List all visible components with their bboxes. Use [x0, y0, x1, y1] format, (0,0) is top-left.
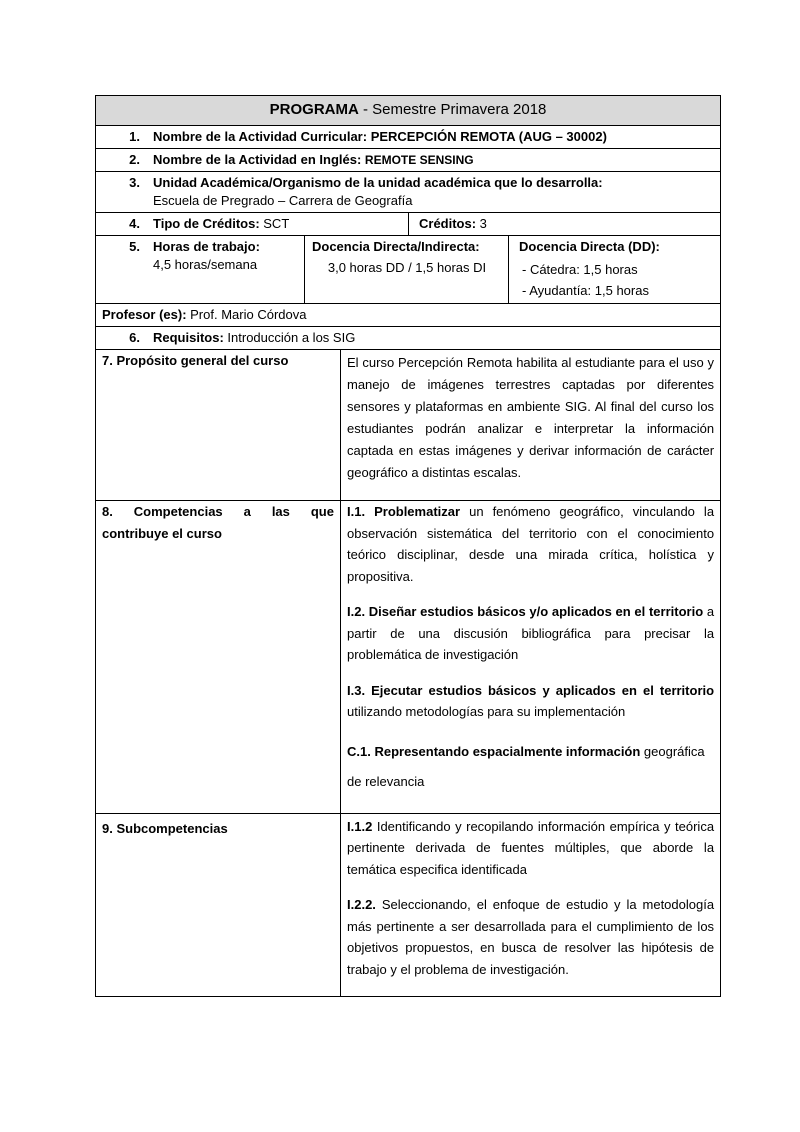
- list-item: - Cátedra: 1,5 horas: [522, 262, 638, 277]
- english-name-cell: [96, 149, 721, 172]
- row-activity-name: [96, 126, 721, 149]
- work-hours-cell: [96, 236, 305, 304]
- row-professor: [96, 304, 721, 327]
- competency-code: I.3. Ejecutar estudios básicos y aplicados en el territorio: [347, 682, 715, 698]
- label-word: Competencias: [133, 504, 223, 519]
- direct-teaching-cell: [509, 236, 721, 304]
- row-number: 1.: [129, 129, 140, 144]
- field-label: Profesor (es):: [102, 307, 191, 322]
- academic-unit-cell: [96, 172, 721, 213]
- row-number: 4.: [129, 216, 140, 231]
- work-hours-value: 4,5 horas/semana: [153, 257, 258, 272]
- teaching-cell: [305, 236, 509, 304]
- subcompetency-item: [347, 816, 714, 881]
- teaching-value: 3,0 horas DD / 1,5 horas DI: [327, 260, 487, 275]
- row-requirements: [96, 327, 721, 350]
- row-purpose: [96, 350, 721, 501]
- competency-item: [347, 501, 714, 587]
- field-label: Horas de trabajo:: [153, 239, 260, 254]
- english-name-value: REMOTE SENSING: [364, 153, 474, 167]
- competency-text: utilizando metodologías para su implementación: [347, 704, 626, 719]
- section-label: 7. Propósito general del curso: [102, 353, 289, 368]
- competency-item: [347, 680, 714, 723]
- subcompetency-item: [347, 894, 714, 980]
- teaching-label: Docencia Directa/Indirecta:: [312, 239, 480, 254]
- requirements-cell: [96, 327, 721, 350]
- title-row: [96, 96, 721, 126]
- program-document: [95, 95, 720, 997]
- purpose-text-cell: [341, 350, 721, 501]
- row-hours: [96, 236, 721, 304]
- label-word: que: [310, 504, 334, 519]
- competency-code: I.1. Problematizar: [347, 504, 461, 519]
- credits-label: Créditos:: [419, 216, 480, 231]
- row-competencies: [96, 501, 721, 814]
- program-table: [95, 95, 721, 997]
- subcompetency-code: I.2.2.: [347, 897, 376, 912]
- activity-name-value: PERCEPCIÓN REMOTA (AUG – 30002): [370, 129, 607, 144]
- row-number: 3.: [129, 175, 140, 190]
- subcompetency-code: I.1.2: [347, 818, 373, 834]
- row-subcompetencies: [96, 813, 721, 997]
- competencies-text-cell: [341, 501, 721, 814]
- competency-item: [347, 601, 714, 666]
- section-label: [102, 501, 334, 523]
- field-label: Requisitos:: [153, 330, 228, 345]
- purpose-label-cell: [96, 350, 341, 501]
- direct-teaching-label: Docencia Directa (DD):: [519, 239, 660, 254]
- competency-text: geográfica de relevancia: [347, 743, 705, 789]
- title-bold: PROGRAMA: [269, 101, 359, 118]
- row-number: 2.: [129, 152, 140, 167]
- competencies-label-cell: [96, 501, 341, 814]
- label-word: a: [243, 504, 251, 519]
- subcompetency-text: Seleccionando, el enfoque de estudio y la metodología más pertinente a ser desarrollada para el cumplimiento de los objetivos propuestos, en busca de resolver las hipótesis de trabajo y el problema de investigación.: [347, 897, 715, 977]
- competency-code: I.2. Diseñar estudios básicos y/o aplicados en el territorio: [347, 604, 704, 619]
- purpose-text: El curso Percepción Remota habilita al estudiante para el uso y manejo de imágenes terrestres captadas por diferentes sensores y plataformas en ambiente SIG. Al final del curso los estudiantes podrán analizar e interpretar la información captada en estas imágenes y derivar información de carácter geográfico a distintas escalas.: [347, 355, 715, 480]
- row-english-name: [96, 149, 721, 172]
- section-label: 9. Subcompetencias: [102, 820, 228, 836]
- credits-value: 3: [479, 216, 487, 231]
- competency-code: C.1. Representando espacialmente información: [347, 743, 641, 759]
- field-label: Unidad Académica/Organismo de la unidad académica que lo desarrolla:: [153, 175, 603, 190]
- competency-text: a partir de una discusión bibliográfica para precisar la problemática de investigación: [347, 604, 715, 662]
- field-label: Tipo de Créditos:: [153, 216, 264, 231]
- professor-value: Prof. Mario Córdova: [190, 307, 307, 322]
- academic-unit-value: Escuela de Pregrado – Carrera de Geografía: [153, 193, 413, 208]
- row-credits: [96, 213, 721, 236]
- activity-name-cell: [96, 126, 721, 149]
- label-word: 8.: [102, 504, 113, 519]
- professor-cell: [96, 304, 721, 327]
- subcompetencies-label-cell: [96, 813, 341, 997]
- subcompetency-text: Identificando y recopilando información empírica y teórica pertinente derivada de fuentes múltiples, que aborde la temática especifica identificada: [347, 818, 715, 877]
- credit-type-cell: [96, 213, 409, 236]
- field-label: Nombre de la Actividad Curricular:: [153, 129, 371, 144]
- competency-item: [347, 737, 714, 797]
- row-number: 6.: [129, 330, 140, 345]
- page-title: [96, 96, 721, 126]
- title-rest: - Semestre Primavera 2018: [358, 101, 547, 118]
- section-label-line2: contribuye el curso: [102, 526, 222, 541]
- row-academic-unit: [96, 172, 721, 213]
- label-word: las: [271, 504, 290, 519]
- credit-type-value: SCT: [263, 216, 290, 231]
- requirements-value: Introducción a los SIG: [227, 330, 356, 345]
- list-item: - Ayudantía: 1,5 horas: [522, 283, 649, 298]
- competency-text: un fenómeno geográfico, vinculando la observación sistemática del territorio con el conocimiento teórico disciplinar, desde una mirada crítica, holística y propositiva.: [347, 504, 715, 584]
- subcompetencies-text-cell: [341, 813, 721, 997]
- row-number: 5.: [129, 239, 140, 254]
- credits-cell: [409, 213, 721, 236]
- field-label: Nombre de la Actividad en Inglés:: [153, 152, 365, 167]
